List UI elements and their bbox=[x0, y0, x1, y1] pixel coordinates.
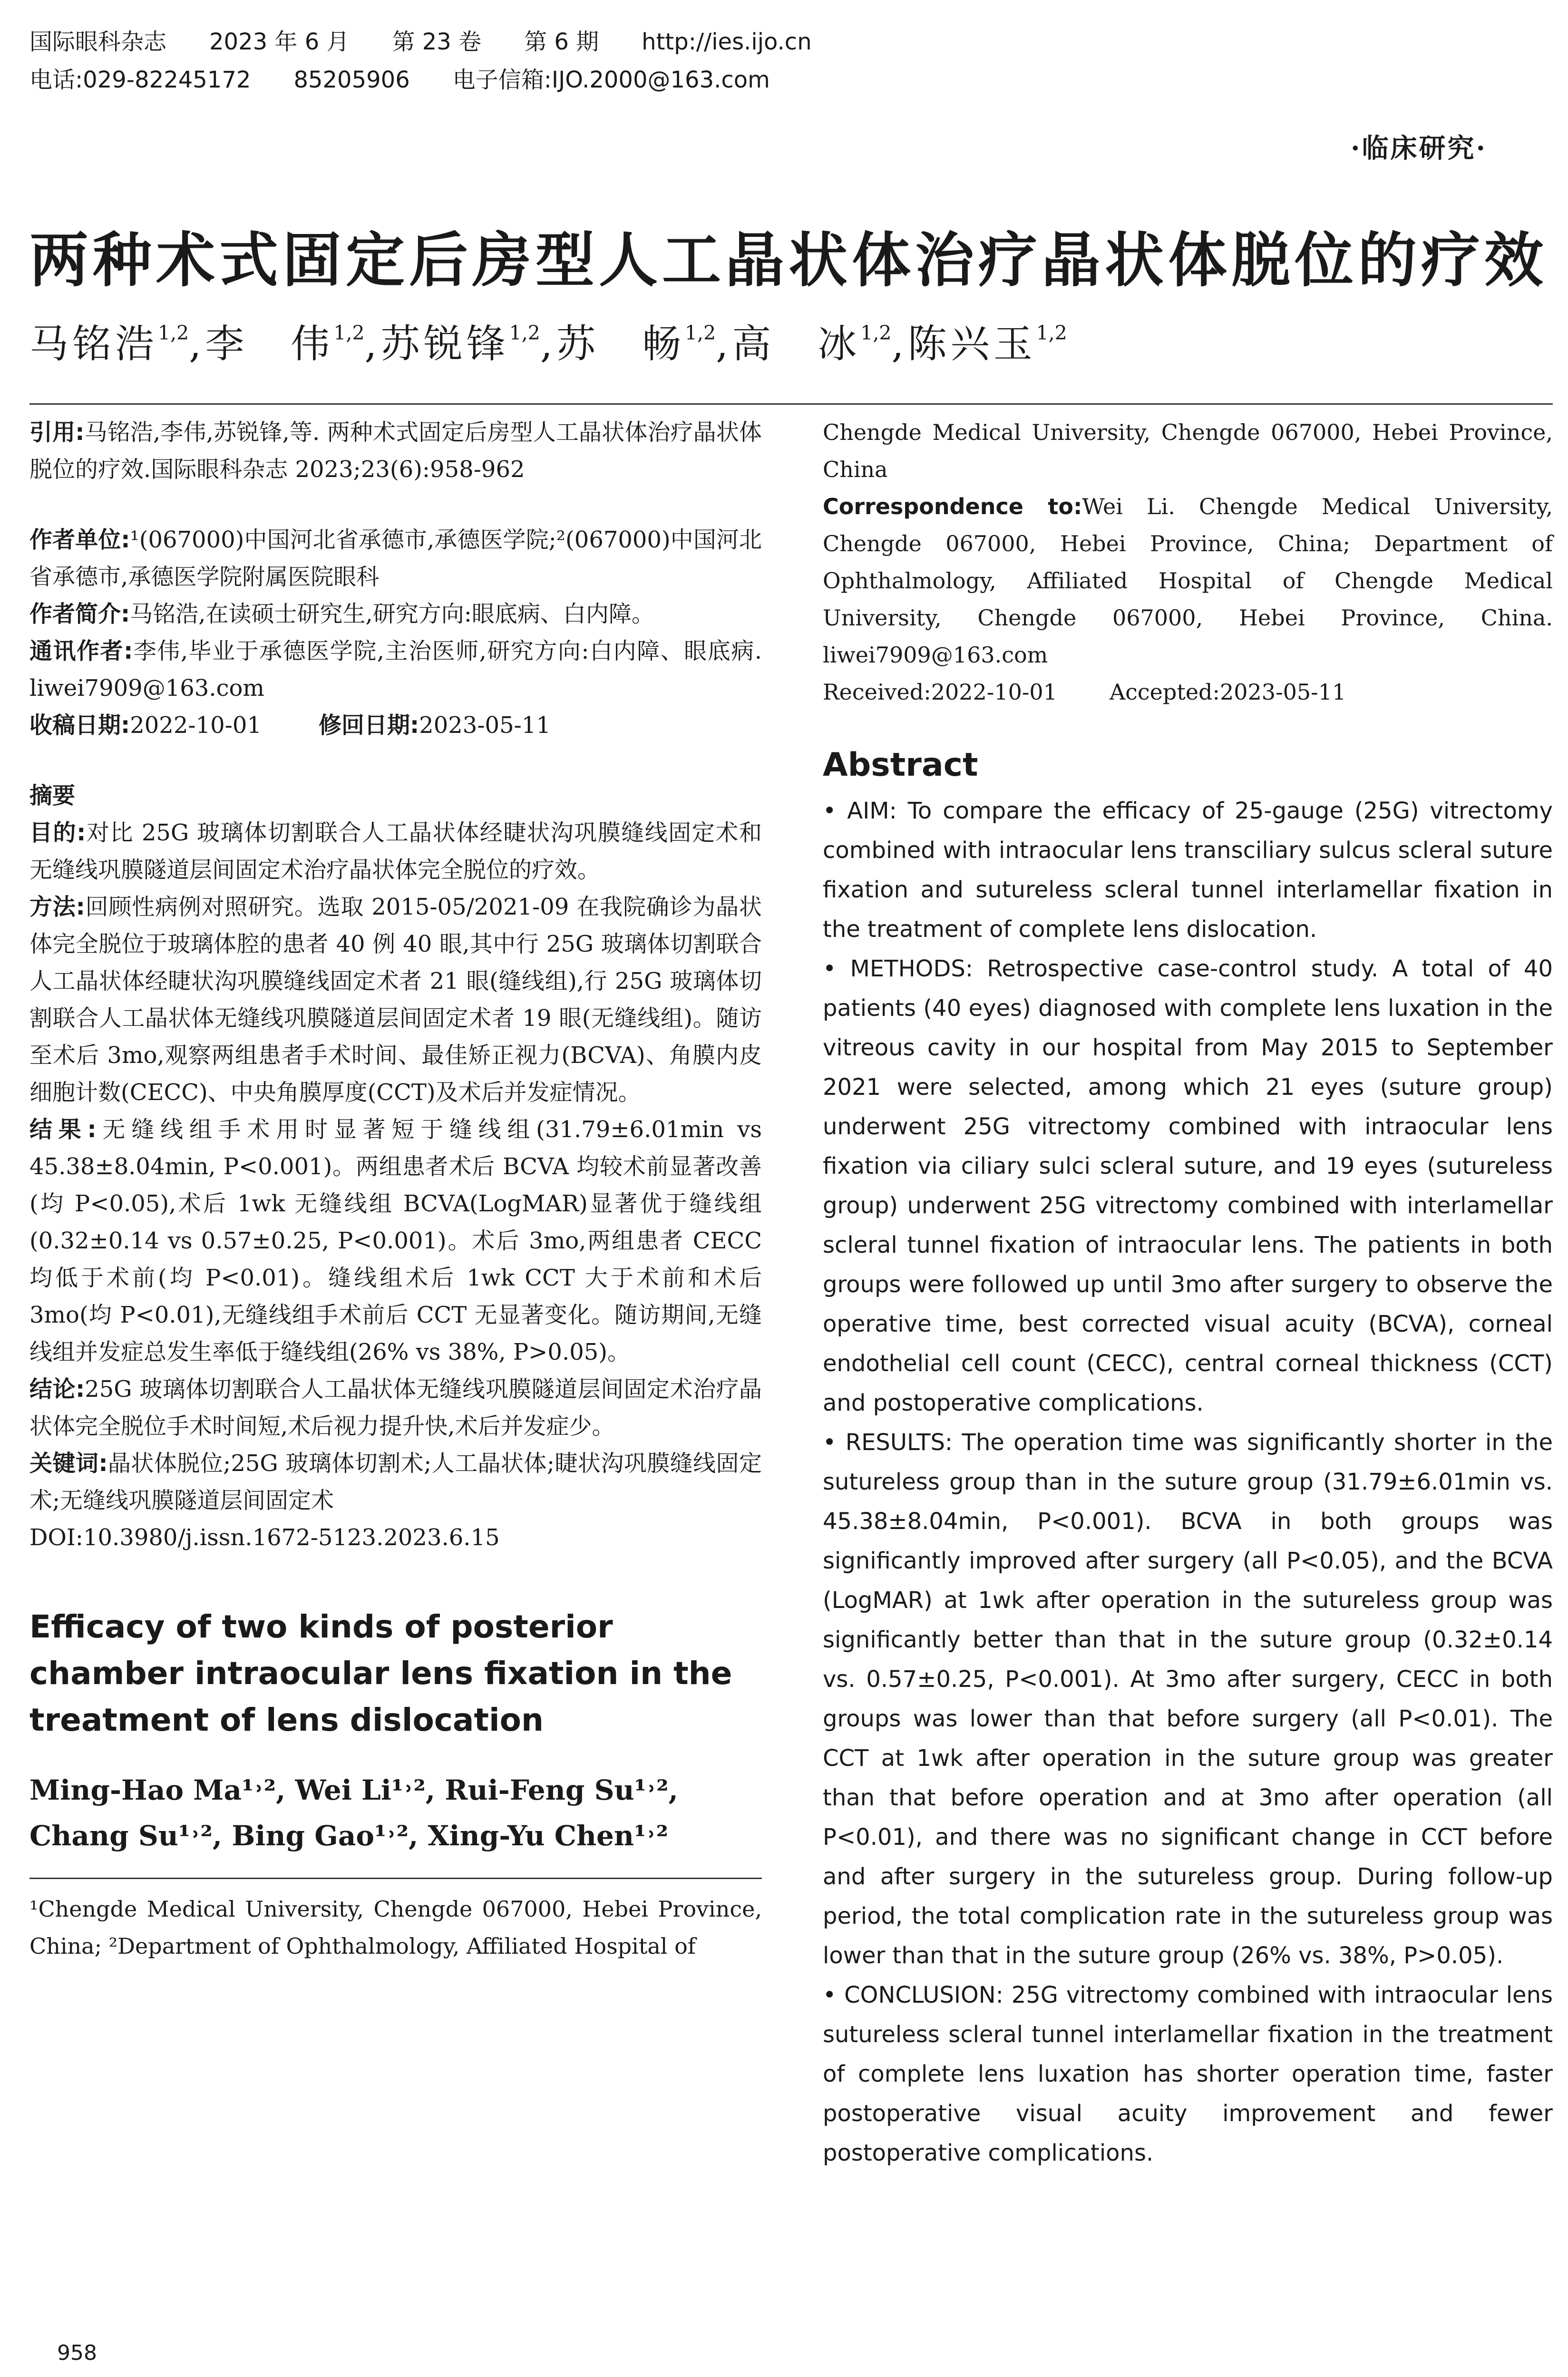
citation: 引用:马铭浩,李伟,苏锐锋,等. 两种术式固定后房型人工晶状体治疗晶状体脱位的疗效.国际眼科杂志 2023;23(6):958-962 bbox=[29, 419, 762, 483]
abstract-cn-heading: 摘要 bbox=[29, 782, 76, 809]
keywords-cn: 关键词:晶状体脱位;25G 玻璃体切割术;人工晶状体;睫状沟巩膜缝线固定术;无缝线巩膜隧道层间固定术 bbox=[29, 1450, 762, 1514]
conclusion-cn: 结论:25G 玻璃体切割联合人工晶状体无缝线巩膜隧道层间固定术治疗晶状体完全脱位手术时间短,术后视力提升快,术后并发症少。 bbox=[29, 1376, 762, 1440]
authors-cn: 马铭浩$^{1,2}$,李 伟$^{1,2}$,苏锐锋$^{1,2}$,苏 畅$^{1,2}$,高 冰$^{1,2}$,陈兴玉$^{1,2}$ bbox=[29, 321, 1067, 367]
volume: 第 23 卷 bbox=[392, 29, 482, 55]
doi[interactable]: DOI:10.3980/j.issn.1672-5123.2023.6.15 bbox=[29, 1524, 500, 1551]
dates-en: Received:2022-10-01 Accepted:2023-05-11 bbox=[823, 679, 1346, 705]
title-divider bbox=[29, 403, 1553, 405]
aim-en: • AIM: To compare the efficacy of 25-gauge (25G) vitrectomy combined with intraocular lens transciliary sulcus scleral suture fixation and sutureless scleral tunnel interlamellar fixation in the treatment of complete lens dislocation. bbox=[823, 798, 1553, 943]
methods-en: • METHODS: Retrospective case-control study. A total of 40 patients (40 eyes) diagnosed with complete lens luxation in the vitreous cavity in our hospital from May 2015 to September 2021 were selected, among which 21 eyes (suture group) underwent 25G vitrectomy combined with intraocular lens fixation via ciliary sulci scleral suture, and 19 eyes (sutureless group) underwent 25G vitrectomy combined with interlamellar scleral tunnel fixation of intraocular lens. The patients in both groups were followed up until 3mo after surgery to observe the operative time, best corrected visual acuity (BCVA), corneal endothelial cell count (CECC), central corneal thickness (CCT) and postoperative complications. bbox=[823, 955, 1553, 1416]
footnote-divider bbox=[29, 1878, 762, 1879]
conclusion-en: • CONCLUSION: 25G vitrectomy combined with intraocular lens sutureless scleral tunnel interlamellar fixation in the treatment of complete lens luxation has shorter operation time, faster postoperative visual acuity improvement and fewer postoperative complications. bbox=[823, 1982, 1553, 2166]
corresponding-author: 通讯作者:李伟,毕业于承德医学院,主治医师,研究方向:白内障、眼底病. liwei7909@163.com bbox=[29, 638, 762, 701]
author: 苏锐锋$^{1,2}$ bbox=[380, 321, 540, 367]
affiliation-footnote: ¹Chengde Medical University, Chengde 067000, Hebei Province, China; ²Department of Ophthalmology, Affiliated Hospital of bbox=[29, 1896, 762, 1959]
author: 李 伟$^{1,2}$ bbox=[205, 321, 365, 367]
author-intro: 作者简介:马铭浩,在读硕士研究生,研究方向:眼底病、白内障。 bbox=[29, 601, 654, 627]
journal-url[interactable]: http://ies.ijo.cn bbox=[642, 29, 812, 55]
right-column bbox=[823, 414, 1553, 2173]
email[interactable]: 电子信箱:IJO.2000@163.com bbox=[452, 67, 770, 93]
methods-cn: 方法:回顾性病例对照研究。选取 2015-05/2021-09 在我院确诊为晶状体完全脱位于玻璃体腔的患者 40 例 40 眼,其中行 25G 玻璃体切割联合人工晶状体经睫状沟巩膜缝线固定术者 21 眼(缝线组),行 25G 玻璃体切割联合人工晶状体无缝线巩膜隧道层间固定术者 19 眼(无缝线组)。随访至术后 3mo,观察两组患者手术时间、最佳矫正视力(BCVA)、角膜内皮细胞计数(CECC)、中央角膜厚度(CCT)及术后并发症情况。 bbox=[29, 894, 762, 1106]
author: 马铭浩$^{1,2}$ bbox=[29, 321, 189, 367]
author: 陈兴玉$^{1,2}$ bbox=[907, 321, 1067, 367]
correspondence-en: Correspondence to:Wei Li. Chengde Medical University, Chengde 067000, Hebei Province, China; Department of Ophthalmology, Affiliated Hospital of Chengde Medical University, Chengde 067000, Hebei Province, China. liwei7909@163.com bbox=[823, 494, 1553, 668]
english-title: Efficacy of two kinds of posterior chamber intraocular lens fixation in the treatment of lens dislocation bbox=[29, 1608, 732, 1738]
left-column bbox=[29, 414, 762, 1965]
journal-header-line1 bbox=[29, 28, 855, 56]
results-en: • RESULTS: The operation time was significantly shorter in the sutureless group than in the suture group (31.79±6.01min vs. 45.38±8.04min, P<0.001). BCVA in both groups was significantly improved after surgery (all P<0.05), and the BCVA (LogMAR) at 1wk after operation in the sutureless group was significantly better than that in the suture group (0.32±0.14 vs. 0.57±0.25, P<0.001). At 3mo after surgery, CECC in both groups was lower than that before surgery (all P<0.01). The CCT at 1wk after operation in the suture group was greater than that before operation and at 3mo after operation (all P<0.01), and there was no significant change in CCT before and after surgery in the sutureless group. During follow-up period, the total complication rate in the sutureless group was lower than that in the suture group (26% vs. 38%, P>0.05). bbox=[823, 1429, 1553, 1969]
page-number: 958 bbox=[57, 2341, 97, 2365]
aim-cn: 目的:对比 25G 玻璃体切割联合人工晶状体经睫状沟巩膜缝线固定术和无缝线巩膜隧道层间固定术治疗晶状体完全脱位的疗效。 bbox=[29, 819, 762, 883]
section-tag: ·临床研究· bbox=[1351, 133, 1487, 164]
phone-2: 85205906 bbox=[293, 67, 410, 93]
issue-number: 第 6 期 bbox=[524, 29, 599, 55]
results-cn: 结果:无缝线组手术用时显著短于缝线组(31.79±6.01min vs 45.38±8.04min, P<0.001)。两组患者术后 BCVA 均较术前显著改善(均 P<0.05),术后 1wk 无缝线组 BCVA(LogMAR)显著优于缝线组(0.32±0.14 vs 0.57±0.25, P<0.001)。术后 3mo,两组患者 CECC 均低于术前(均 P<0.01)。缝线组术后 1wk CCT 大于术前和术后 3mo(均 P<0.01),无缝线组手术前后 CCT 无显著变化。随访期间,无缝线组并发症总发生率低于缝线组(26% vs 38%, P>0.05)。 bbox=[29, 1116, 762, 1365]
page-title: 两种术式固定后房型人工晶状体治疗晶状体脱位的疗效 bbox=[29, 226, 1548, 295]
journal-header-line2 bbox=[29, 66, 813, 94]
dates: 收稿日期:2022-10-01 修回日期:2023-05-11 bbox=[29, 712, 551, 739]
authors-en: Ming-Hao Ma¹˒², Wei Li¹˒², Rui-Feng Su¹˒², Chang Su¹˒², Bing Gao¹˒², Xing-Yu Chen¹˒² bbox=[29, 1774, 678, 1852]
author-unit: 作者单位:¹(067000)中国河北省承德市,承德医学院;²(067000)中国河北省承德市,承德医学院附属医院眼科 bbox=[29, 526, 762, 590]
issue-date: 2023 年 6 月 bbox=[209, 29, 350, 55]
author: 苏 畅$^{1,2}$ bbox=[556, 321, 716, 367]
affiliation-continued: Chengde Medical University, Chengde 067000, Hebei Province, China bbox=[823, 419, 1553, 482]
abstract-heading: Abstract bbox=[823, 746, 978, 784]
journal-name: 国际眼科杂志 bbox=[29, 29, 167, 55]
phone: 电话:029-82245172 bbox=[29, 67, 251, 93]
author: 高 冰$^{1,2}$ bbox=[732, 321, 892, 367]
